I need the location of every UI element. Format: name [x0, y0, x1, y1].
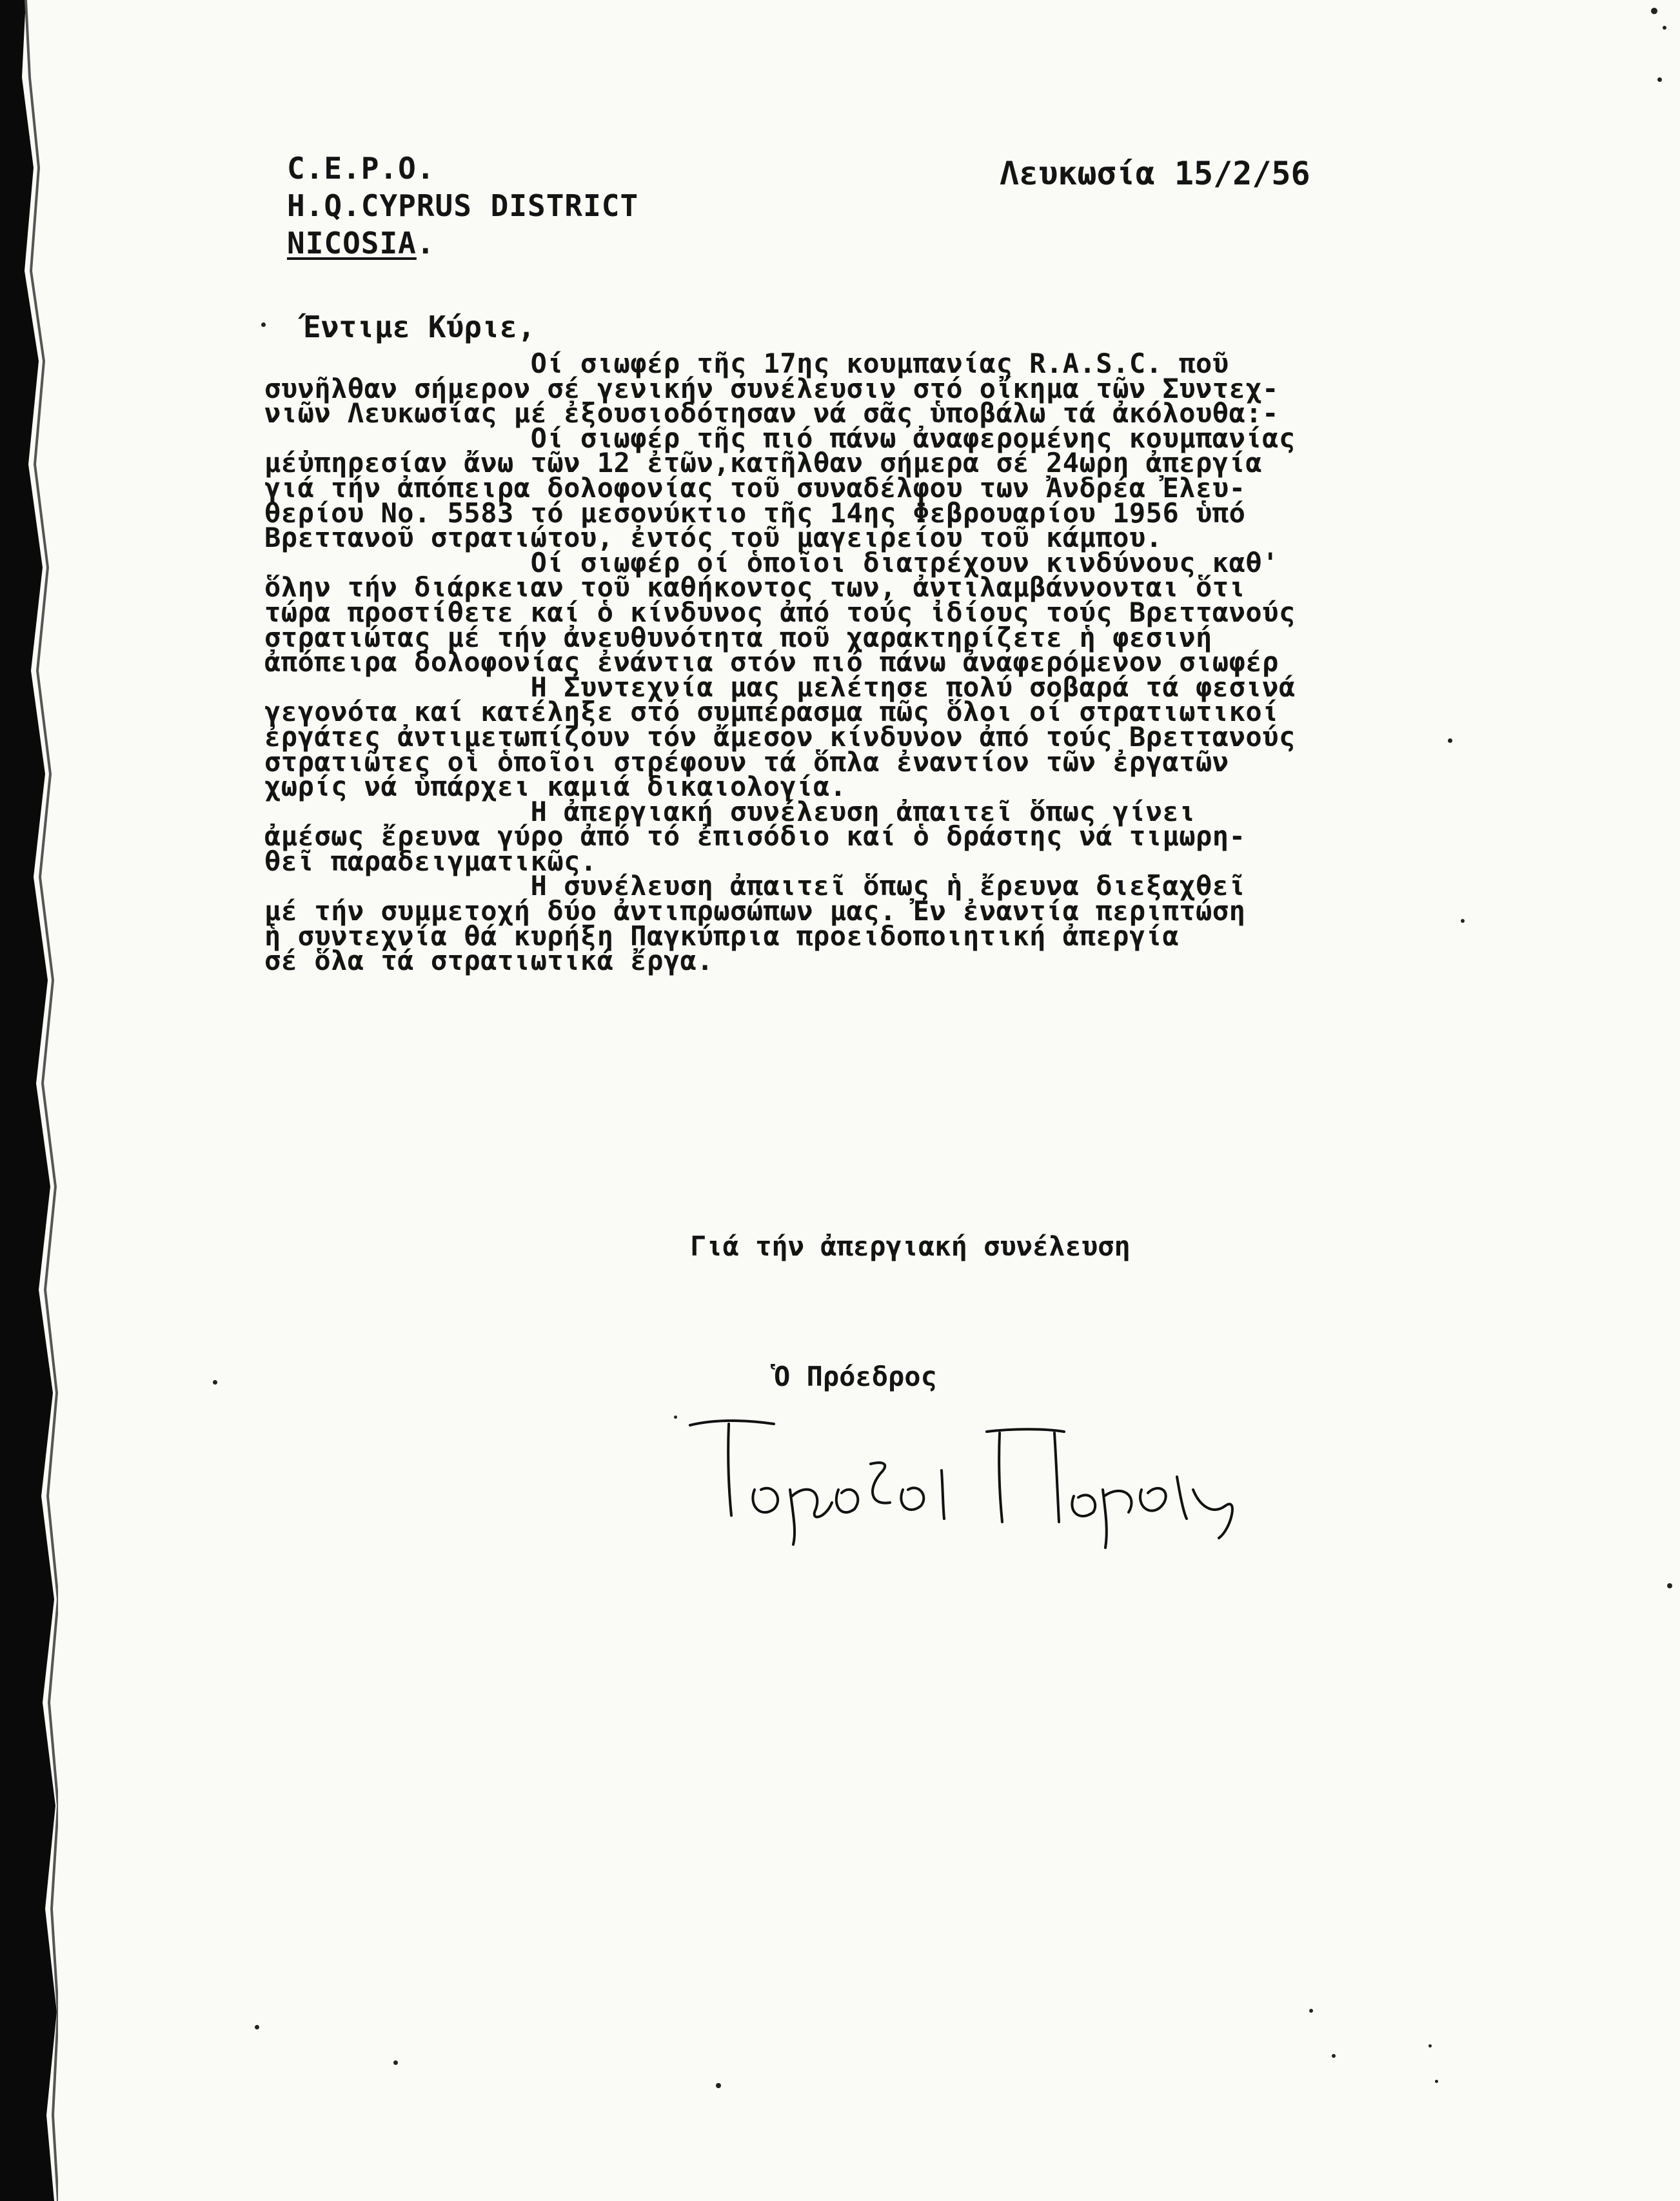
body-line: συνῆλθαν σήμερον σέ γενικήν συνέλευσιν στό οἴκημα τῶν Συντεχ-: [264, 372, 1279, 404]
scan-speck: [255, 2025, 259, 2029]
sender-city: NICOSIA: [287, 226, 417, 261]
body-line: μέ τήν συμμετοχή δύο ἀντιπρωσώπων μας. Ἐν ἐναντία περιπτώση: [264, 895, 1246, 927]
body-line: ἀπόπειρα δολοφονίας ἐνάντια στόν πιό πάνω ἀναφερόμενον σιωφέρ: [264, 646, 1279, 678]
sender-line-3: [287, 224, 638, 262]
body-line: νιῶν Λευκωσίας μέ ἐξουσιοδότησαν νά σᾶς ὑποβάλω τά ἀκόλουθα:-: [264, 397, 1279, 429]
scan-speck: [716, 2083, 721, 2088]
body-line: γιά τήν ἀπόπειρα δολοφονίας τοῦ συναδέλφου των Ἀνδρέα Ἐλευ-: [264, 471, 1246, 504]
scan-speck: [1332, 2054, 1336, 2058]
scan-speck: [213, 1380, 217, 1385]
scan-speck: [1667, 1583, 1672, 1588]
scan-speck: [1657, 77, 1662, 82]
sender-city-suffix: .: [416, 226, 435, 261]
handwritten-signature: [677, 1393, 1258, 1554]
scan-speck: [393, 2060, 398, 2065]
body-line: θεῖ παραδειγματικῶς.: [264, 845, 597, 877]
body-line: γεγονότα καί κατέληξε στό συμπέρασμα πῶς ὅλοι οί στρατιωτικοί: [264, 696, 1279, 728]
scan-speck: [674, 1416, 677, 1419]
body-line: τώρα προστίθετε καί ὁ κίνδυνος ἀπό τούς ἰδίους τούς Βρεττανούς: [264, 596, 1296, 628]
body-line: χωρίς νά ὑπάρχει καμιά δικαιολογία.: [264, 771, 847, 803]
body-line: Βρεττανοῦ στρατιώτου, ἐντός τοῦ μαγειρείου τοῦ κάμπου.: [264, 522, 1163, 554]
body-line: Οί σιωφέρ οί ὁποῖοι διατρέχουν κινδύνους καθ': [264, 546, 1279, 578]
place-and-date: Λευκωσία 15/2/56: [1000, 155, 1310, 192]
scan-speck: [1461, 919, 1465, 923]
body-line: ἀμέσως ἔρευνα γύρο ἀπό τό ἐπισόδιο καί ὁ δράστης νά τιμωρη-: [264, 820, 1246, 853]
body-line: ἡ συντεχνία θά κυρήξη Παγκύπρια προειδοποιητική ἀπεργία: [264, 920, 1180, 952]
salutation: Έντιμε Κύριε,: [303, 310, 536, 344]
sender-line-1: C.E.P.O.: [287, 151, 435, 186]
president-title: Ὁ Πρόεδρος: [774, 1361, 937, 1392]
scan-speck: [1651, 8, 1657, 14]
letter-body: [264, 348, 1490, 977]
body-line: Η συνέλευση ἀπαιτεῖ ὅπως ἡ ἔρευνα διεξαχθεῖ: [264, 870, 1246, 902]
body-line: ὅλην τήν διάρκειαν τοῦ καθήκοντος των, ἀντιλαμβάννονται ὅτι: [264, 571, 1246, 604]
body-line: Οί σιωφέρ τῆς πιό πάνω ἀναφερομένης κουμπανίας: [264, 422, 1296, 454]
body-line: Οί σιωφέρ τῆς 17ης κουμπανίας R.A.S.C. ποῦ: [264, 348, 1229, 379]
sender-address: [287, 150, 638, 262]
scan-speck: [1428, 2044, 1432, 2048]
scan-speck: [1663, 26, 1666, 30]
torn-left-edge: [0, 0, 58, 2201]
body-line: Η ἀπεργιακή συνέλευση ἀπαιτεῖ ὅπως γίνει: [264, 795, 1196, 827]
body-line: στρατιῶτες οἱ ὁποῖοι στρέφουν τά ὅπλα ἐναντίον τῶν ἐργατῶν: [264, 745, 1229, 778]
body-line: ἐργάτες ἀντιμετωπίζουν τόν ἄμεσον κίνδυνον ἀπό τούς Βρεττανούς: [264, 720, 1296, 753]
scan-speck: [1309, 2009, 1313, 2013]
scan-speck: [1448, 738, 1452, 743]
scan-speck: [1435, 2080, 1438, 2083]
body-line: μέὐπηρεσίαν ἄνω τῶν 12 ἐτῶν,κατῆλθαν σήμερα σέ 24ωρη ἀπεργία: [264, 447, 1263, 479]
closing-line: Γιά τήν ἀπεργιακή συνέλευση: [690, 1230, 1131, 1262]
body-line: Η Συντεχνία μας μελέτησε πολύ σοβαρά τά φεσινά: [264, 671, 1296, 703]
body-line: θερίου Νο. 5583 τό μεσονύκτιο τῆς 14ης Φεβρουαρίου 1956 ὑπό: [264, 497, 1246, 529]
body-line: στρατιώτας μέ τήν ἀνευθυνότητα ποῦ χαρακτηρίζετε ἡ φεσινή: [264, 621, 1212, 653]
body-line: σέ ὅλα τά στρατιωτικά ἔργα.: [264, 945, 714, 977]
scan-speck: [261, 322, 266, 327]
sender-line-2: H.Q.CYPRUS DISTRICT: [287, 188, 639, 223]
